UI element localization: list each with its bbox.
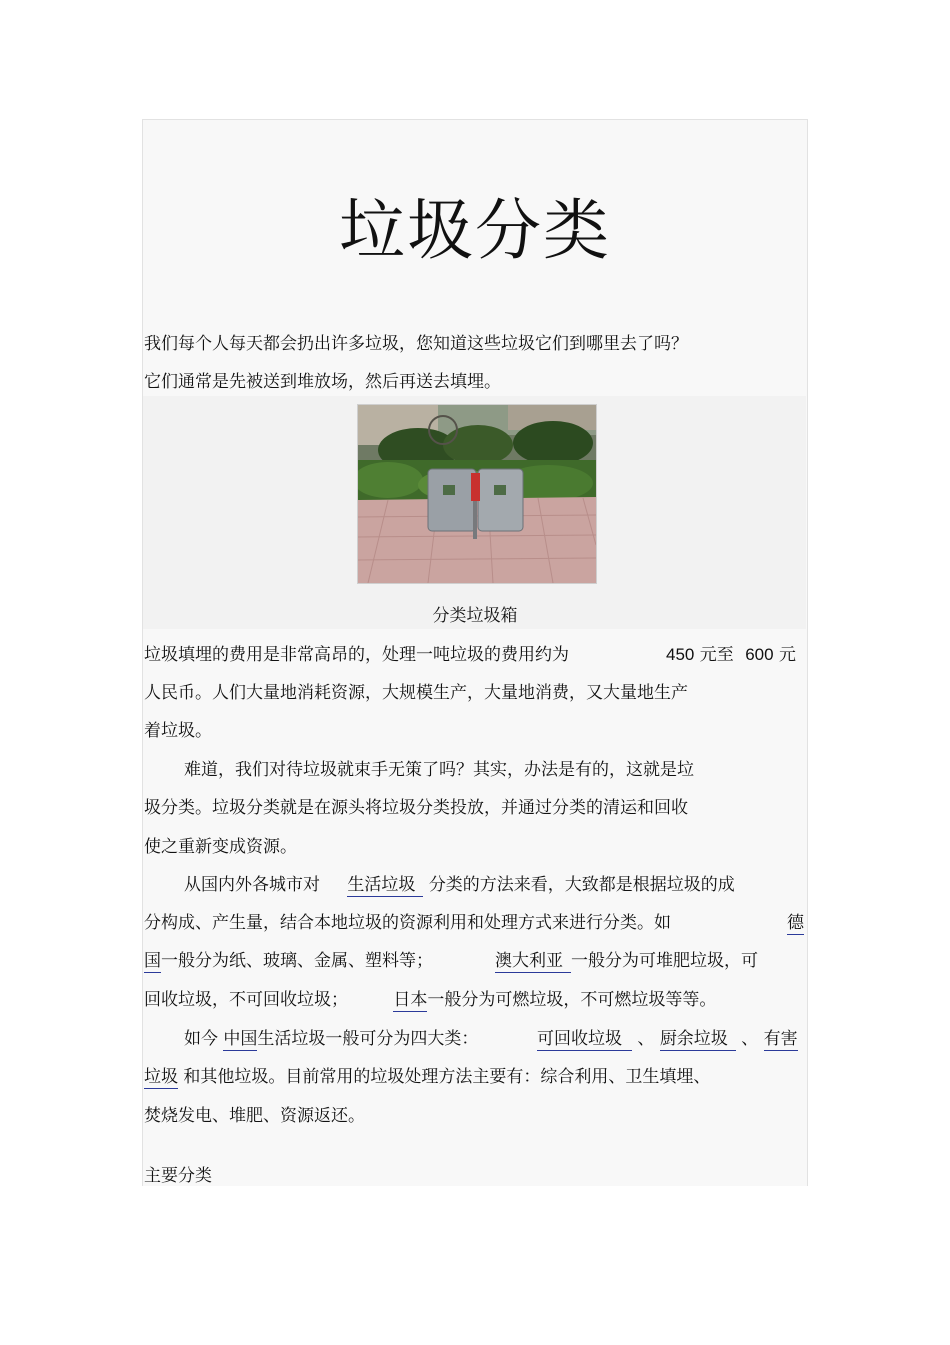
intro-line-1: 我们每个人每天都会扔出许多垃圾，您知道这些垃圾它们到哪里去了吗？: [144, 334, 688, 354]
page-title: 垃圾分类: [339, 192, 611, 269]
para3-text: 从国内外各城市对: [184, 875, 320, 895]
para3-text: 分类的方法来看，大致都是根据垃圾的成: [428, 875, 735, 895]
cost-line-3: 着垃圾。: [144, 721, 212, 741]
para2-line-2: 圾分类。垃圾分类就是在源头将垃圾分类投放，并通过分类的清运和回收: [144, 798, 688, 818]
para3-line-3-right: [495, 950, 758, 972]
cost-yuan: 元: [778, 645, 796, 665]
link-household-waste[interactable]: 生活垃圾: [347, 875, 423, 897]
link-japan[interactable]: 日本: [393, 990, 428, 1010]
cost-line-1: [144, 644, 569, 666]
para4-text: 如今: [184, 1029, 218, 1049]
para3-line-1: [184, 874, 735, 896]
para3-line-4: [144, 989, 716, 1011]
link-germany-part1[interactable]: [787, 912, 804, 934]
link-recyclable-waste[interactable]: 可回收垃圾: [537, 1029, 632, 1051]
para4-line-2: [144, 1066, 710, 1088]
cost-min: 450: [666, 645, 695, 664]
para3-text: 一般分为可燃垃圾，不可燃垃圾等等。: [427, 990, 717, 1010]
link-germany-part2[interactable]: 国: [144, 951, 161, 971]
link-china[interactable]: 中国: [223, 1029, 258, 1049]
para2-line-1: 难道，我们对待垃圾就束手无策了吗？其实，办法是有的，这就是垃: [184, 760, 694, 780]
separator: 、: [637, 1029, 655, 1049]
para4-text: 生活垃圾一般可分为四大类：: [257, 1029, 479, 1049]
link-australia[interactable]: 澳大利亚: [495, 951, 571, 973]
para4-line-1: [184, 1028, 478, 1050]
link-hazardous-part1[interactable]: 有害: [763, 1029, 798, 1049]
recycling-bins-photo: [357, 404, 597, 584]
cost-range: [666, 644, 796, 666]
cost-yuan-to: 元至: [699, 645, 734, 665]
para3-text: 一般分为纸、玻璃、金属、塑料等；: [161, 951, 433, 971]
section-heading: 主要分类: [144, 1166, 212, 1186]
para4-line-1-right: [537, 1028, 798, 1050]
para4-text: 和其他垃圾。目前常用的垃圾处理方法主要有：综合利用、卫生填埋、: [183, 1067, 711, 1087]
cost-text: 垃圾填埋的费用是非常高昂的，处理一吨垃圾的费用约为: [144, 645, 569, 665]
separator: 、: [741, 1029, 759, 1049]
para3-line-3: [144, 950, 433, 972]
para3-text: 一般分为可堆肥垃圾，可: [571, 951, 758, 971]
intro-line-2: 它们通常是先被送到堆放场，然后再送去填埋。: [144, 372, 501, 392]
para2-line-3: 使之重新变成资源。: [144, 837, 297, 857]
para3-line-2: 分构成、产生量，结合本地垃圾的资源利用和处理方式来进行分类。如: [144, 913, 671, 933]
cost-line-2: 人民币。人们大量地消耗资源，大规模生产，大量地消费，又大量地生产: [144, 683, 688, 703]
para3-text: 回收垃圾，不可回收垃圾；: [144, 990, 348, 1010]
para4-line-3: 焚烧发电、堆肥、资源返还。: [144, 1106, 365, 1126]
link-kitchen-waste[interactable]: 厨余垃圾: [660, 1029, 736, 1051]
cost-max: 600: [745, 645, 774, 664]
link-germany-text[interactable]: 德: [787, 913, 804, 933]
link-hazardous-part2[interactable]: 垃圾: [144, 1067, 178, 1087]
figure-caption: 分类垃圾箱: [432, 606, 518, 626]
